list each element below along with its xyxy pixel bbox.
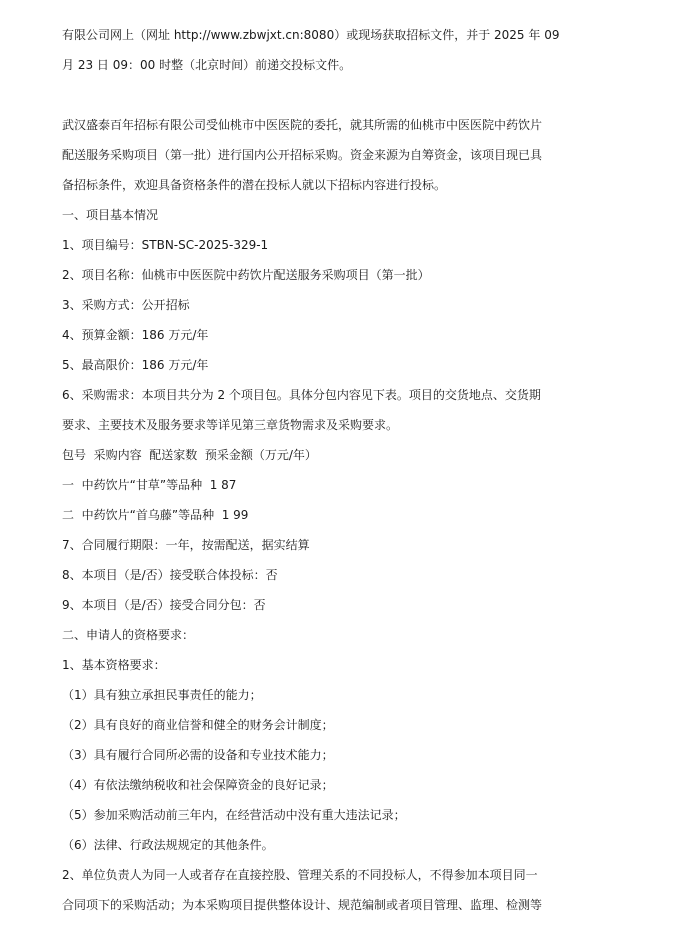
body-line: 合同项下的采购活动；为本采购项目提供整体设计、规范编制或者项目管理、监理、检测等: [62, 898, 543, 912]
qualification-item: （4）有依法缴纳税收和社会保障资金的良好记录；: [62, 778, 334, 792]
paragraph-gap: [62, 80, 622, 110]
procurement-method: 3、采购方式：公开招标: [62, 298, 190, 312]
qualification-item: （6）法律、行政法规规定的其他条件。: [62, 838, 274, 852]
document-page: [62, 0, 622, 920]
subcontracting: 9、本项目（是/否）接受合同分包：否: [62, 598, 266, 612]
intro-line-2: 月 23 日 09：00 时整（北京时间）前递交投标文件。: [62, 58, 352, 72]
qualification-item: （3）具有履行合同所必需的设备和专业技术能力；: [62, 748, 334, 762]
package-row: 二 中药饮片“首乌藤”等品种 1 99: [62, 508, 249, 522]
body-line: 配送服务采购项目（第一批）进行国内公开招标采购。资金来源为自筹资金，该项目现已具: [62, 148, 543, 162]
procurement-requirements-cont: 要求、主要技术及服务要求等详见第三章货物需求及采购要求。: [62, 418, 399, 432]
body-line: 2、单位负责人为同一人或者存在直接控股、管理关系的不同投标人，不得参加本项目同一: [62, 868, 538, 882]
qualification-item: （2）具有良好的商业信誉和健全的财务会计制度；: [62, 718, 334, 732]
qualification-item: （5）参加采购活动前三年内，在经营活动中没有重大违法记录；: [62, 808, 406, 822]
body-line: 武汉盛泰百年招标有限公司受仙桃市中医医院的委托，就其所需的仙桃市中医医院中药饮片: [62, 118, 543, 132]
package-table-header: 包号 采购内容 配送家数 预采金额（万元/年）: [62, 448, 317, 462]
contract-period: 7、合同履行期限：一年，按需配送，据实结算: [62, 538, 310, 552]
intro-line-1: 有限公司网上（网址 http://www.zbwjxt.cn:8080）或现场获取招标文件，并于 2025 年 09: [62, 28, 560, 42]
section-heading: 一、项目基本情况: [62, 208, 159, 222]
package-row: 一 中药饮片“甘草”等品种 1 87: [62, 478, 237, 492]
project-number: 1、项目编号：STBN-SC-2025-329-1: [62, 238, 269, 252]
subsection-heading: 1、基本资格要求：: [62, 658, 166, 672]
qualification-item: （1）具有独立承担民事责任的能力；: [62, 688, 262, 702]
budget-amount: 4、预算金额：186 万元/年: [62, 328, 209, 342]
project-name: 2、项目名称：仙桃市中医医院中药饮片配送服务采购项目（第一批）: [62, 268, 430, 282]
section-heading: 二、申请人的资格要求：: [62, 628, 195, 642]
procurement-requirements: 6、采购需求：本项目共分为 2 个项目包。具体分包内容见下表。项目的交货地点、交货期: [62, 388, 541, 402]
consortium-bidding: 8、本项目（是/否）接受联合体投标：否: [62, 568, 278, 582]
max-price: 5、最高限价：186 万元/年: [62, 358, 209, 372]
body-line: 备招标条件，欢迎具备资格条件的潜在投标人就以下招标内容进行投标。: [62, 178, 447, 192]
